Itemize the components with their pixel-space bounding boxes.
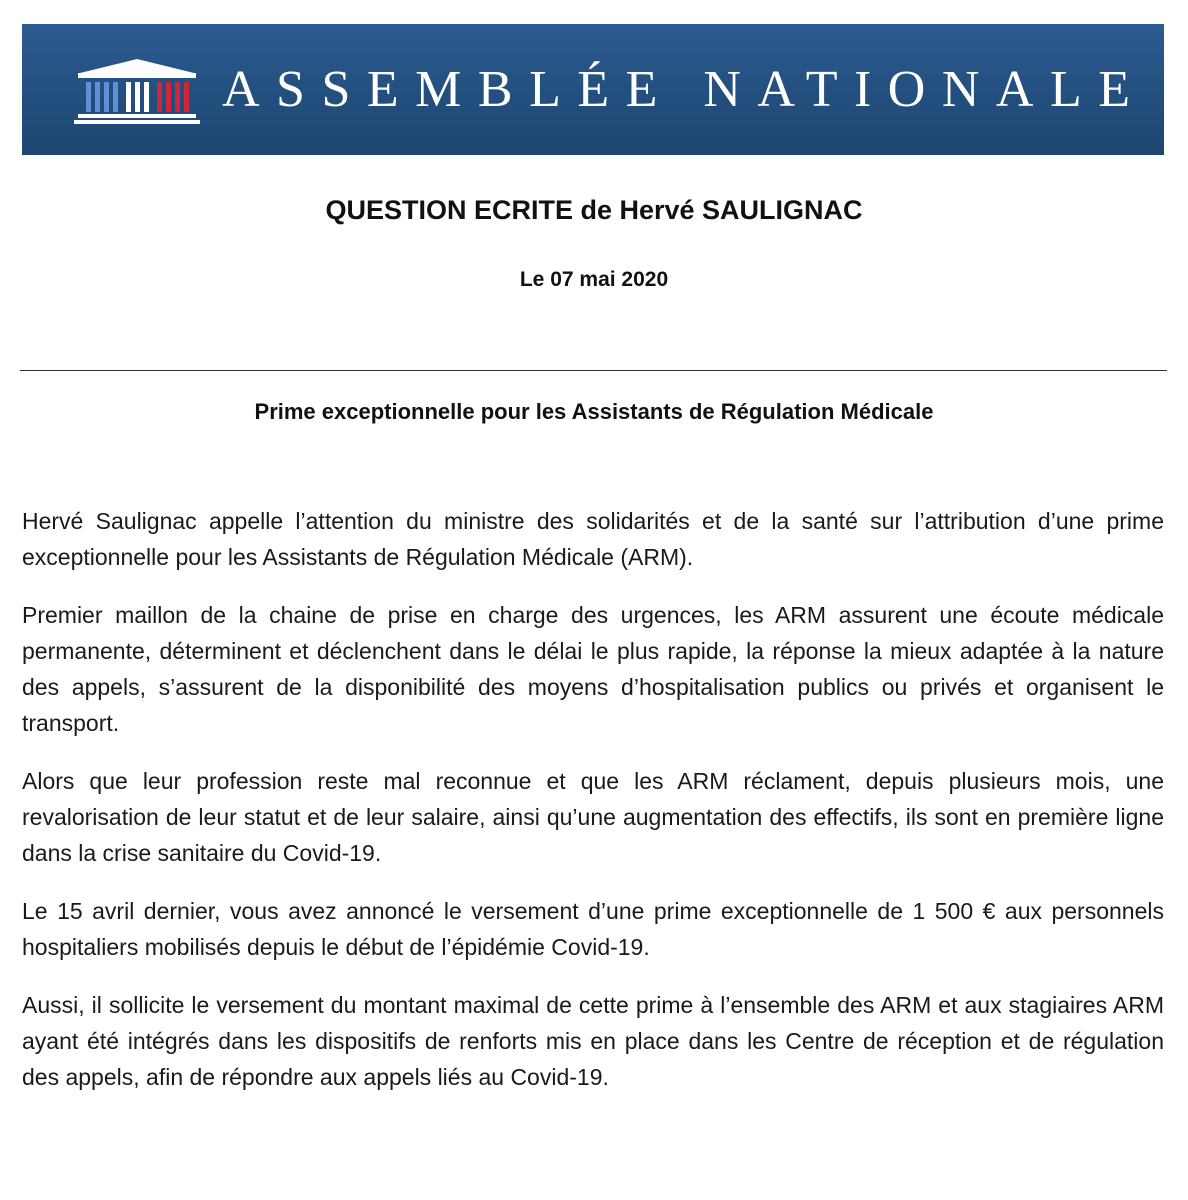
body-paragraph: Premier maillon de la chaine de prise en charge des urgences, les ARM assurent une écoute médicale permanente, déterminent et déclenchent dans le délai le plus rapide, la réponse la mieux adaptée à la nature des appels, s’assurent de la disponibilité des moyens d’hospitalisation publics ou privés et organisent le transport. [22, 602, 1164, 736]
header-banner [22, 24, 1164, 155]
section-divider [20, 370, 1167, 371]
question-subject: Prime exceptionnelle pour les Assistants de Régulation Médicale [254, 399, 934, 424]
institution-name: ASSEMBLÉE NATIONALE [222, 61, 1147, 118]
body-paragraph: Aussi, il sollicite le versement du montant maximal de cette prime à l’ensemble des ARM et aux stagiaires ARM ayant été intégrés dans les dispositifs de renforts mis en place dans les Centre de réception et de régulation des appels, afin de répondre aux appels liés au Covid-19. [22, 992, 1164, 1090]
question-date: Le 07 mai 2020 [519, 268, 669, 291]
body-paragraph: Hervé Saulignac appelle l’attention du ministre des solidarités et de la santé sur l’attribution d’une prime exceptionnelle pour les Assistants de Régulation Médicale (ARM). [22, 508, 1164, 570]
question-title: QUESTION ECRITE de Hervé SAULIGNAC [325, 195, 863, 225]
question-body [22, 503, 1164, 1117]
body-paragraph: Alors que leur profession reste mal reconnue et que les ARM réclament, depuis plusieurs mois, une revalorisation de leur statut et de leur salaire, ainsi qu’une augmentation des effectifs, ils sont en première ligne dans la crise sanitaire du Covid-19. [22, 768, 1164, 866]
body-paragraph: Le 15 avril dernier, vous avez annoncé le versement d’une prime exceptionnelle de 1 500 € aux personnels hospitaliers mobilisés depuis le début de l’épidémie Covid-19. [22, 898, 1164, 960]
assemblee-building-logo-icon [72, 57, 202, 125]
